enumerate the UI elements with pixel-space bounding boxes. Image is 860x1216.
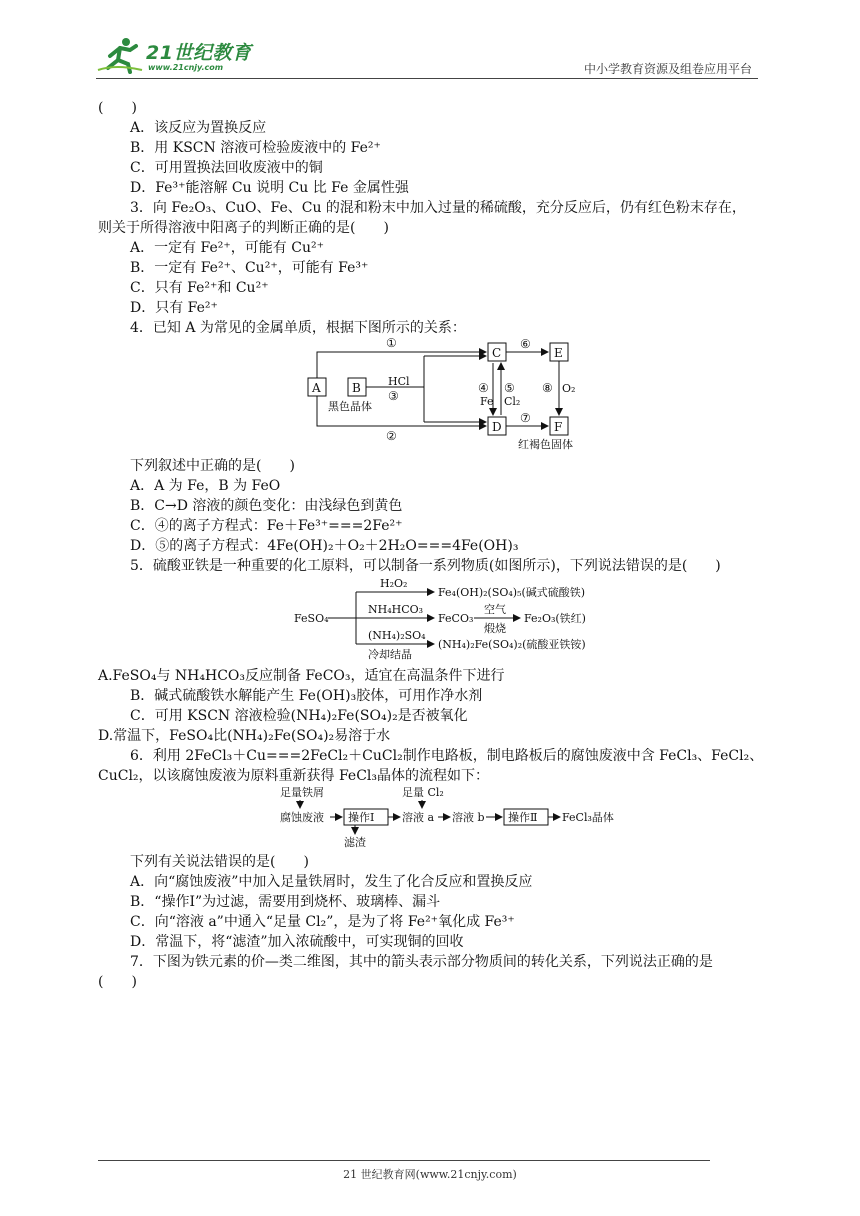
label-red-brown-solid: 红褐色固体 xyxy=(518,438,573,451)
page-header xyxy=(96,36,756,80)
q2-option-c: C．可用置换法回收废液中的铜 xyxy=(130,160,323,176)
label-feco3: FeCO₃ xyxy=(438,612,474,625)
q3-option-d: D．只有 Fe²⁺ xyxy=(130,300,218,316)
label-black-crystal: 黑色晶体 xyxy=(328,400,372,413)
q6-option-c: C．向“溶液 a”中通入“足量 Cl₂”，是为了将 Fe²⁺氧化成 Fe³⁺ xyxy=(130,914,515,930)
q4-option-d: D．⑤的离子方程式：4Fe(OH)₂＋O₂＋2H₂O===4Fe(OH)₃ xyxy=(130,538,519,554)
platform-label: 中小学教育资源及组卷应用平台 xyxy=(583,62,752,76)
q3-stem-line2: 则关于所得溶液中阳离子的判断正确的是( ) xyxy=(98,220,389,236)
label-ammonium-iron-sulfate: (NH₄)₂Fe(SO₄)₂(硫酸亚铁铵) xyxy=(438,638,586,651)
label-operation-2: 操作Ⅱ xyxy=(508,811,538,824)
q3-option-c: C．只有 Fe²⁺和 Cu²⁺ xyxy=(130,280,269,296)
q6-stem-line2: CuCl₂，以该腐蚀废液为原料重新获得 FeCl₃晶体的流程如下： xyxy=(98,768,490,784)
label-step-8: ⑧ xyxy=(542,381,553,395)
q5-stem: 5．硫酸亚铁是一种重要的化工原料，可以制备一系列物质(如图所示)，下列说法错误的是( ) xyxy=(130,558,721,574)
runner-logo-icon xyxy=(96,36,144,74)
label-d: D xyxy=(492,420,502,434)
q2-option-a: A．该反应为置换反应 xyxy=(130,120,267,136)
q4-reaction-diagram xyxy=(300,336,600,454)
q5-option-b: B．碱式硫酸铁水解能产生 Fe(OH)₃胶体，可用作净水剂 xyxy=(130,688,483,704)
q3-option-b: B．一定有 Fe²⁺、Cu²⁺，可能有 Fe³⁺ xyxy=(130,260,369,276)
label-b: B xyxy=(352,381,361,395)
q3-option-a: A．一定有 Fe²⁺，可能有 Cu²⁺ xyxy=(130,240,324,256)
label-residue: 滤渣 xyxy=(344,836,366,849)
q4-stem: 4．已知 A 为常见的金属单质，根据下图所示的关系： xyxy=(130,320,466,336)
label-step-7: ⑦ xyxy=(520,411,531,425)
q4-prompt: 下列叙述中正确的是( ) xyxy=(130,458,295,474)
label-nh42so4: (NH₄)₂SO₄ xyxy=(368,629,426,642)
q2-paren: ( ) xyxy=(98,100,137,116)
label-operation-1: 操作Ⅰ xyxy=(348,811,375,824)
label-o2: O₂ xyxy=(562,382,576,395)
label-iron-red: Fe₂O₃(铁红) xyxy=(524,612,586,625)
label-step-4: ④ xyxy=(478,381,489,395)
header-divider xyxy=(96,78,758,79)
label-waste-liquid: 腐蚀废液 xyxy=(280,811,324,824)
label-step-5: ⑤ xyxy=(504,381,515,395)
label-solution-b: 溶液 b xyxy=(452,811,485,824)
label-step-6: ⑥ xyxy=(520,337,531,351)
site-logo xyxy=(96,36,266,76)
q2-option-d: D．Fe³⁺能溶解 Cu 说明 Cu 比 Fe 金属性强 xyxy=(130,180,409,196)
label-cl2-excess: 足量 Cl₂ xyxy=(402,786,444,799)
label-fe: Fe xyxy=(480,395,494,408)
q5-option-d: D.常温下，FeSO₄比(NH₄)₂Fe(SO₄)₂易溶于水 xyxy=(98,728,391,744)
label-iron-filings: 足量铁屑 xyxy=(280,786,324,799)
q4-option-b: B．C→D 溶液的颜色变化：由浅绿色到黄色 xyxy=(130,498,403,514)
q6-stem-line1: 6．利用 2FeCl₃＋Cu===2FeCl₂＋CuCl₂制作电路板，制电路板后的腐蚀废液中含 FeCl₃、FeCl₂、 xyxy=(130,748,764,764)
label-feso4: FeSO₄ xyxy=(294,612,329,625)
q2-option-b: B．用 KSCN 溶液可检验废液中的 Fe²⁺ xyxy=(130,140,381,156)
label-e: E xyxy=(554,346,563,360)
logo-text: 21世纪教育 xyxy=(146,42,252,64)
footer-divider xyxy=(98,1160,710,1161)
label-step-3: ③ xyxy=(388,389,399,403)
q6-option-d: D．常温下，将“滤渣”加入浓硫酸中，可实现铜的回收 xyxy=(130,934,464,950)
q5-option-a: A.FeSO₄与 NH₄HCO₃反应制备 FeCO₃，适宜在高温条件下进行 xyxy=(98,668,505,684)
label-step-2: ② xyxy=(386,429,397,443)
label-solution-a: 溶液 a xyxy=(402,811,435,824)
label-fecl3-crystal: FeCl₃晶体 xyxy=(562,811,614,824)
logo-url: www.21cnjy.com xyxy=(148,63,224,72)
q5-feso4-diagram xyxy=(294,574,614,666)
label-cool-crystallize: 冷却结晶 xyxy=(368,648,412,661)
q6-option-b: B．“操作Ⅰ”为过滤，需要用到烧杯、玻璃棒、漏斗 xyxy=(130,894,441,910)
q6-prompt: 下列有关说法错误的是( ) xyxy=(130,854,309,870)
label-a: A xyxy=(312,381,321,395)
q6-option-a: A．向“腐蚀废液”中加入足量铁屑时，发生了化合反应和置换反应 xyxy=(130,874,533,890)
q5-option-c: C．可用 KSCN 溶液检验(NH₄)₂Fe(SO₄)₂是否被氧化 xyxy=(130,708,468,724)
label-hcl: HCl xyxy=(388,375,410,388)
label-basic-iron-sulfate: Fe₄(OH)₂(SO₄)₅(碱式硫酸铁) xyxy=(438,586,586,599)
q6-flow-diagram xyxy=(280,786,620,850)
q7-stem-line2: ( ) xyxy=(98,974,137,990)
q4-option-c: C．④的离子方程式：Fe＋Fe³⁺===2Fe²⁺ xyxy=(130,518,403,534)
footer-text: 21 世纪教育网(www.21cnjy.com) xyxy=(343,1168,517,1181)
q7-stem-line1: 7．下图为铁元素的价—类二维图，其中的箭头表示部分物质间的转化关系，下列说法正确的是 xyxy=(130,954,713,970)
q4-option-a: A．A 为 Fe，B 为 FeO xyxy=(130,478,281,494)
label-calcine: 煅烧 xyxy=(484,622,506,635)
label-cl2: Cl₂ xyxy=(504,395,521,408)
label-step-1: ① xyxy=(386,336,397,350)
q3-stem-line1: 3．向 Fe₂O₃、CuO、Fe、Cu 的混和粉末中加入过量的稀硫酸，充分反应后，仍有红色粉末存在， xyxy=(130,200,746,216)
label-nh4hco3: NH₄HCO₃ xyxy=(368,603,424,616)
label-f: F xyxy=(554,420,563,434)
label-air: 空气 xyxy=(484,603,506,616)
label-c: C xyxy=(492,346,502,360)
label-h2o2: H₂O₂ xyxy=(380,577,408,590)
